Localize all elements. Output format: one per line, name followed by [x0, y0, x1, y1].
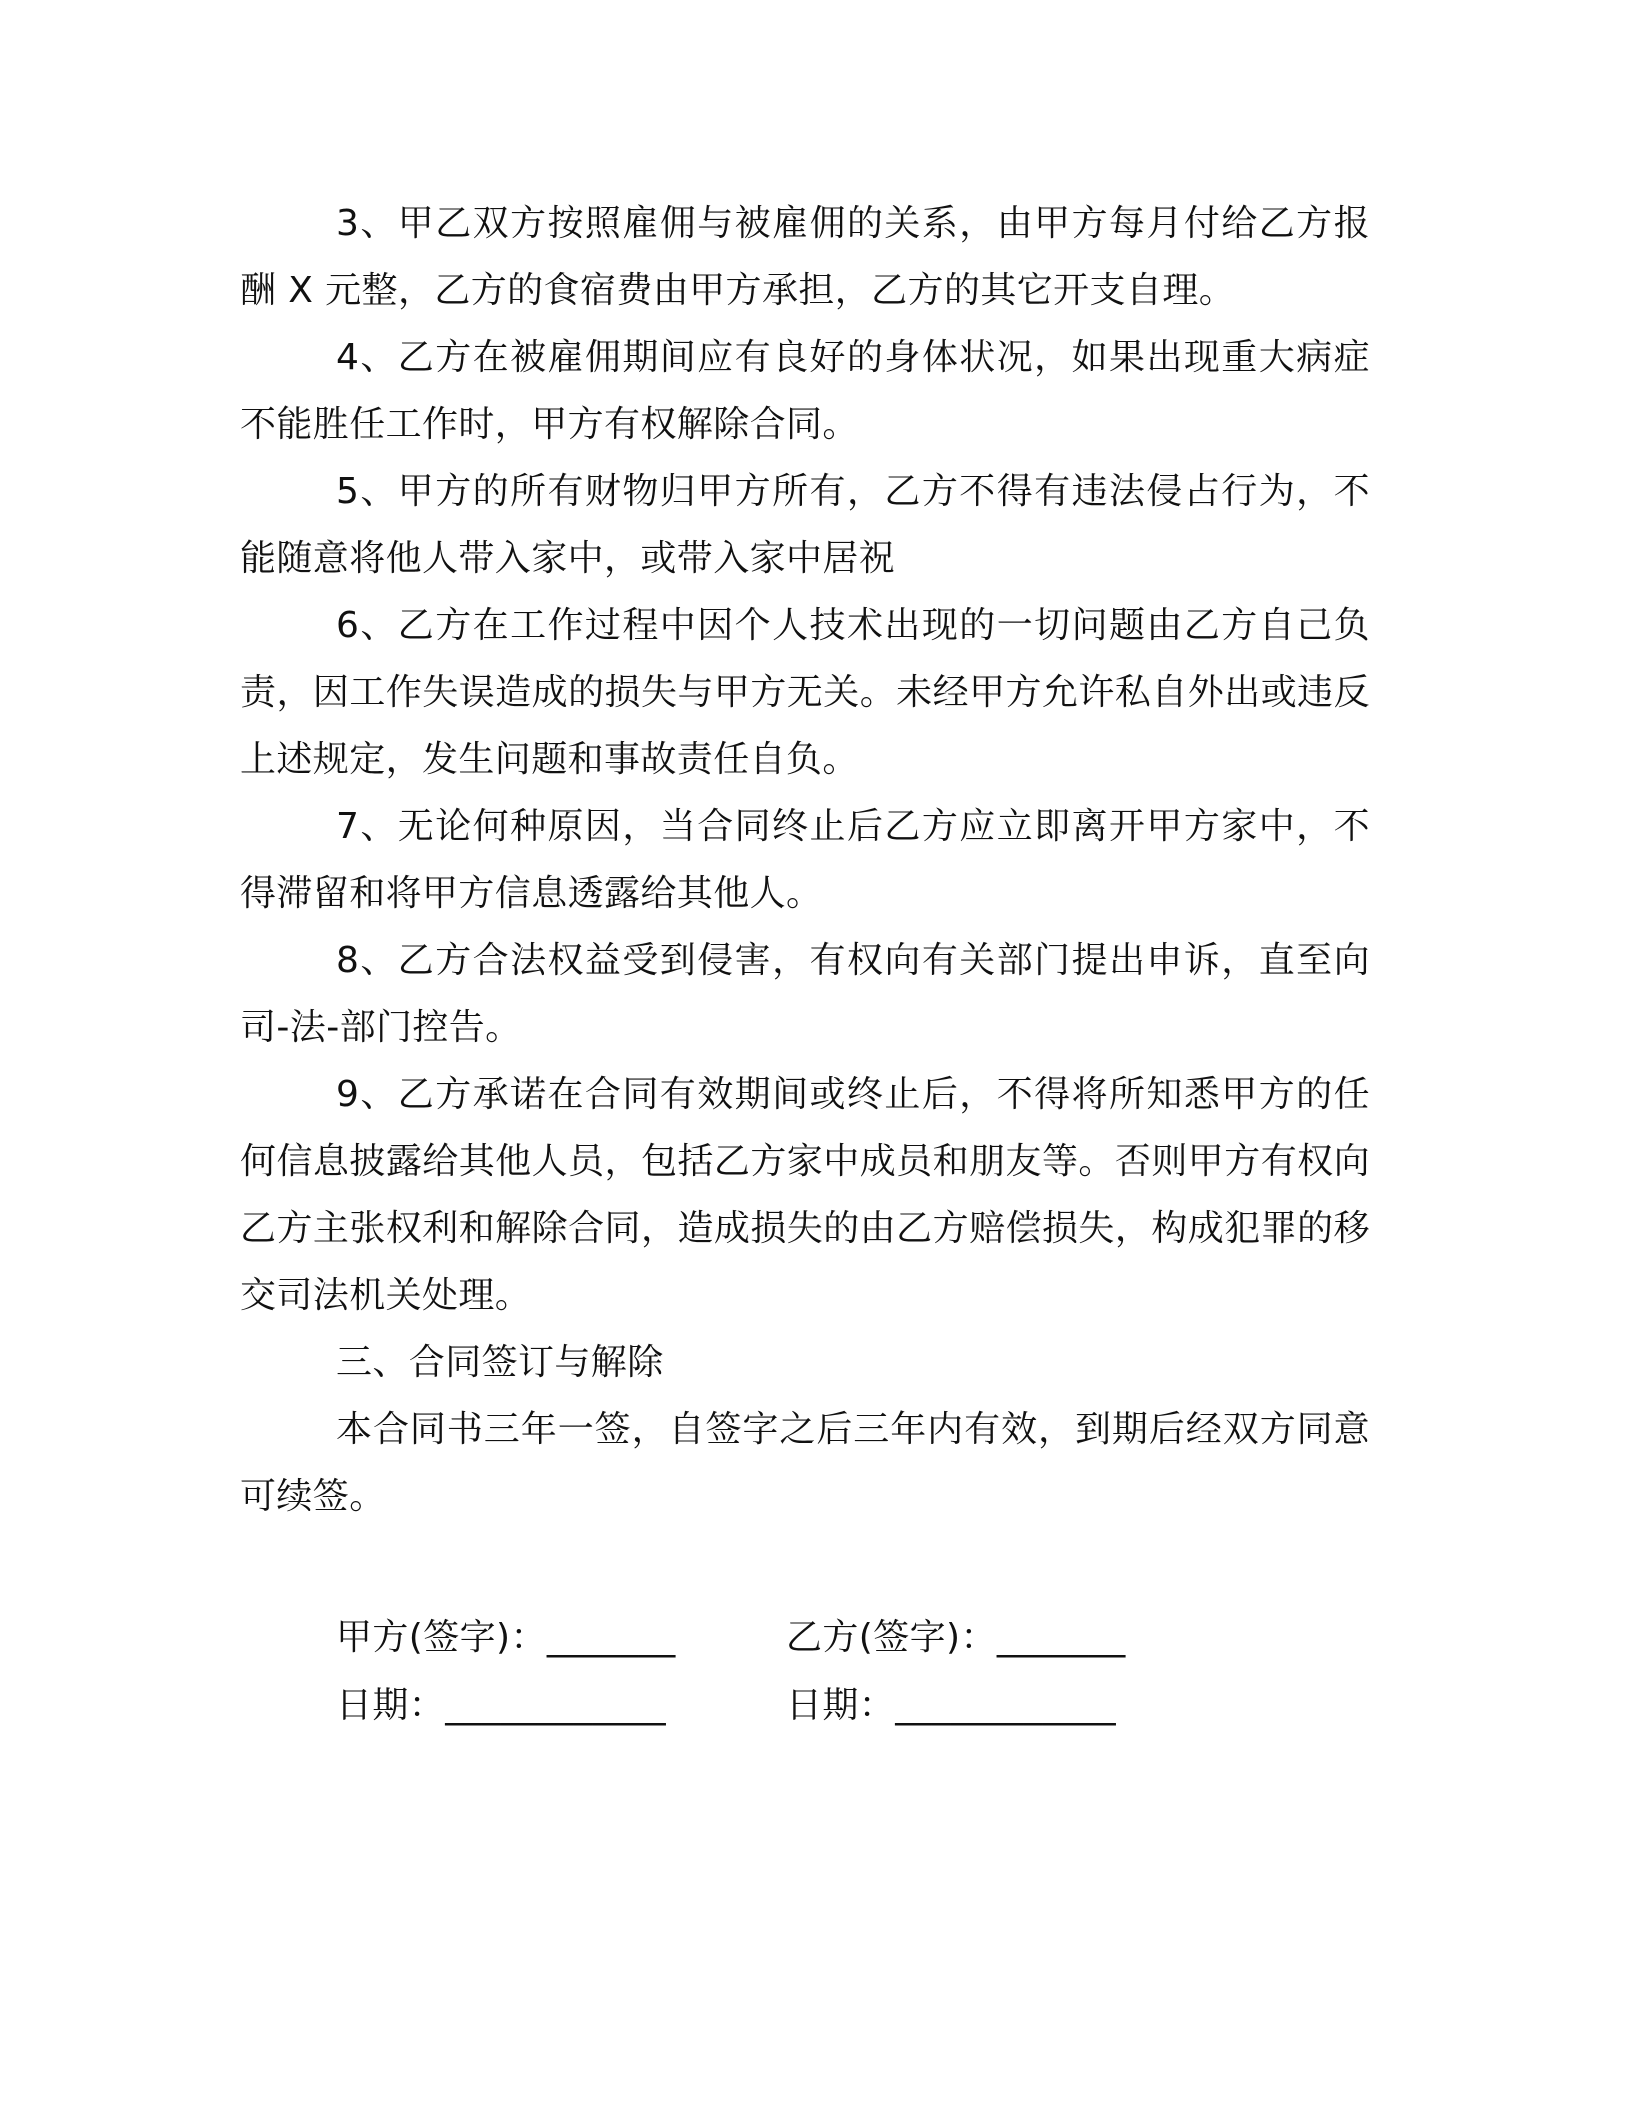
party-b-signature	[786, 1609, 1236, 1660]
clause-8: 8、乙方合法权益受到侵害，有权向有关部门提出申诉，直至向司-法-部门控告。	[240, 940, 1370, 1048]
date-row	[336, 1668, 1236, 1736]
clause-9: 9、乙方承诺在合同有效期间或终止后，不得将所知悉甲方的任何信息披露给其他人员，包括乙方家中成员和朋友等。否则甲方有权向乙方主张权利和解除合同，造成损失的由乙方赔偿损失，构成犯罪的移交司法机关处理。	[240, 1074, 1370, 1316]
party-a-signature	[336, 1609, 786, 1660]
contract-body	[240, 190, 1370, 1530]
date-a-label: 日期：	[336, 1684, 446, 1726]
signature-row	[336, 1600, 1236, 1668]
clause-6: 6、乙方在工作过程中因个人技术出现的一切问题由乙方自己负责，因工作失误造成的损失与甲方无关。未经甲方允许私自外出或违反上述规定，发生问题和事故责任自负。	[240, 605, 1370, 780]
date-b-blank: ____________	[895, 1684, 1117, 1726]
party-b-label: 乙方(签字)：	[786, 1616, 997, 1658]
clause-5: 5、甲方的所有财物归甲方所有，乙方不得有违法侵占行为，不能随意将他人带入家中，或带入家中居祝	[240, 471, 1370, 579]
section-heading: 三、合同签订与解除	[336, 1342, 664, 1383]
party-a-label: 甲方(签字)：	[336, 1616, 547, 1658]
clause-3: 3、甲乙双方按照雇佣与被雇佣的关系，由甲方每月付给乙方报酬 X 元整，乙方的食宿费由甲方承担，乙方的其它开支自理。	[240, 203, 1370, 311]
section-paragraph: 本合同书三年一签，自签字之后三年内有效，到期后经双方同意可续签。	[240, 1409, 1370, 1517]
date-b-label: 日期：	[786, 1684, 896, 1726]
party-b-blank: _______	[996, 1616, 1126, 1658]
signature-block	[336, 1600, 1236, 1736]
party-a-blank: _______	[546, 1616, 676, 1658]
clause-4: 4、乙方在被雇佣期间应有良好的身体状况，如果出现重大病症不能胜任工作时，甲方有权解除合同。	[240, 337, 1370, 445]
party-a-date	[336, 1677, 786, 1728]
party-b-date	[786, 1677, 1236, 1728]
clause-7: 7、无论何种原因，当合同终止后乙方应立即离开甲方家中，不得滞留和将甲方信息透露给其他人。	[240, 806, 1370, 914]
date-a-blank: ____________	[445, 1684, 667, 1726]
